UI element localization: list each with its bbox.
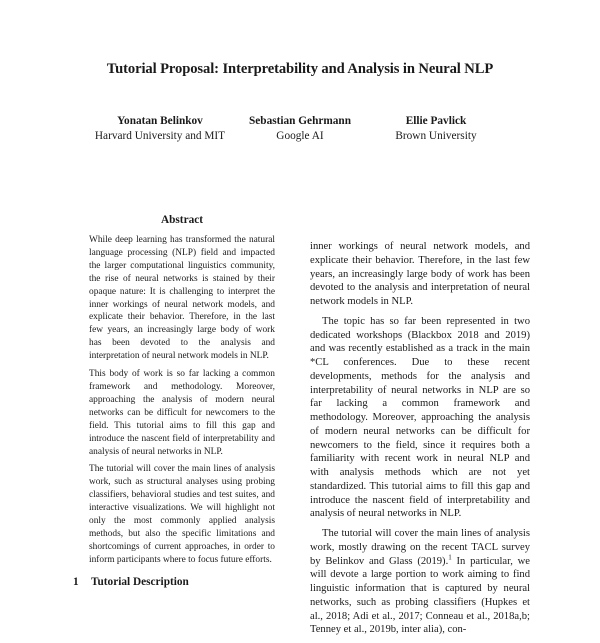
- footnote-marker: 1: [448, 552, 452, 561]
- body-text: The tutorial will cover the main lines of analysis work, mostly drawing on the recent TACL survey by Belinkov and Glass (2019).: [310, 528, 530, 567]
- body-paragraph: inner workings of neural network models, and explicate their behavior. Therefore, in the last few years, an increasingly large body of work has been devoted to the analysis and interpretation of neural network models in NLP.: [310, 241, 530, 307]
- author-name: Ellie Pavlick: [405, 115, 467, 127]
- author-name: Sebastian Gehrmann: [248, 115, 351, 127]
- body-text: In particular, we will devote a large portion to work aiming to find linguistic information that is captured by neural networks, such as probing classifiers (Hupkes et al., 2018; Adi et al., 2017; Conneau et al., 2018a,b; Tenney et al., 2019b, inter alia), con-: [310, 555, 530, 636]
- author-affiliation: Google AI: [276, 129, 324, 142]
- author-affiliation: Harvard University and MIT: [94, 129, 226, 142]
- body-paragraph: [310, 527, 530, 637]
- abstract-paragraph: While deep learning has transformed the natural language processing (NLP) field and impacted the larger computational linguistics community, the rise of neural networks is stained by their opaque nature: It is challenging to interpret the inner workings of neural network models, and explicate their behavior. Therefore, in the last few years, an increasingly large body of work has been devoted to the analysis and interpretation of neural network models in NLP.: [89, 235, 275, 362]
- author-block: [346, 114, 526, 143]
- body-column: [310, 240, 530, 643]
- abstract-heading: Abstract: [160, 214, 204, 226]
- section-heading: [73, 576, 189, 588]
- abstract-paragraph: The tutorial will cover the main lines of analysis work, such as structural analyses using probing classifiers, behavioral studies and test suites, and interactive visualizations. We will highlight not only the most commonly applied analysis methods, but also the specific limitations and shortcomings of current approaches, in order to inform participants where to focus future efforts.: [89, 464, 275, 565]
- author-affiliation: Brown University: [395, 129, 477, 142]
- section-number: 1: [73, 576, 79, 588]
- section-title: Tutorial Description: [91, 576, 189, 588]
- body-paragraph: The topic has so far been represented in two dedicated workshops (Blackbox 2018 and 2019) and was recently established as a track in the main *CL conferences. Due to these recent developments, methods for the analysis and interpretability of neural networks in NLP are so far lacking a common framework and methodology. Moreover, approaching the analysis of modern neural networks can be difficult for newcomers to the field, since it requires both a familiarity with recent work in neural NLP and with analysis methods which are not yet standardized. This tutorial aims to fill this gap and introduce the nascent field of interpretability and analysis of neural networks in NLP.: [310, 315, 530, 520]
- author-name: Yonatan Belinkov: [117, 115, 203, 127]
- abstract-column: [89, 214, 275, 572]
- paper-title: Tutorial Proposal: Interpretability and Analysis in Neural NLP: [106, 61, 494, 77]
- abstract-paragraph: This body of work is so far lacking a common framework and methodology. Moreover, approaching the analysis of modern neural networks can be difficult for newcomers to the field. This tutorial aims to fill this gap and introduce the nascent field of interpretability and analysis of neural networks in NLP.: [89, 369, 275, 457]
